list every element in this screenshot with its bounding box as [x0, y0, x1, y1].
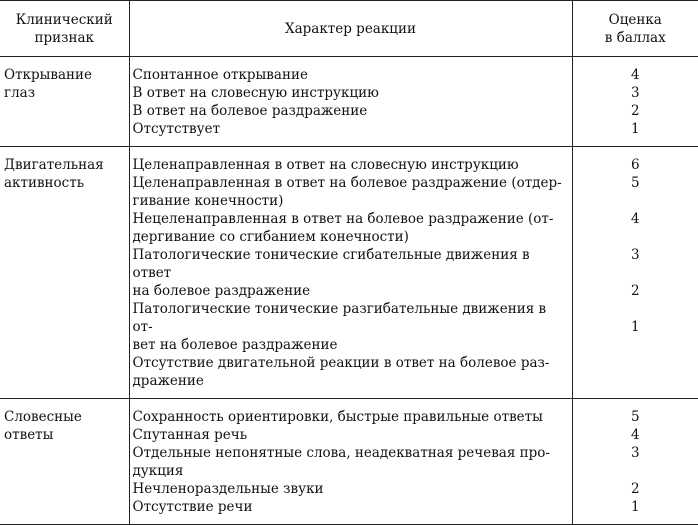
score-cell [572, 147, 698, 399]
reaction-cell [129, 399, 572, 525]
score-value: 2 [573, 282, 698, 318]
reaction-item: В ответ на словесную инструкцию [133, 84, 566, 102]
reaction-item: Нечленораздельные звуки [133, 480, 566, 498]
table-row [0, 399, 698, 525]
score-cell [572, 399, 698, 525]
reaction-item: Нецеленаправленная в ответ на болевое раздражение (от- дергивание со сгибанием конечности) [133, 210, 566, 246]
score-cell [572, 57, 698, 147]
reaction-item: Целенаправленная в ответ на словесную инструкцию [133, 156, 566, 174]
score-value: 1 [573, 120, 698, 138]
score-value: 3 [573, 84, 698, 102]
reaction-item: Отдельные непонятные слова, неадекватная речевая про- дукция [133, 444, 566, 480]
score-value: 5 [573, 174, 698, 210]
clinical-sign-cell: Двигательная активность [0, 147, 129, 399]
reaction-item: Патологические тонические сгибательные движения в ответ на болевое раздражение [133, 246, 566, 300]
reaction-item: Отсутствует [133, 120, 566, 138]
reaction-item: Сохранность ориентировки, быстрые правильные ответы [133, 408, 566, 426]
score-value: 3 [573, 444, 698, 480]
header-reaction-type: Характер реакции [129, 1, 572, 57]
reaction-item: Спутанная речь [133, 426, 566, 444]
score-value: 2 [573, 102, 698, 120]
reaction-item: Отсутствие двигательной реакции в ответ на болевое раз- дражение [133, 354, 566, 390]
score-value: 4 [573, 66, 698, 84]
reaction-item: Спонтанное открывание [133, 66, 566, 84]
score-value: 1 [573, 498, 698, 516]
score-value: 4 [573, 210, 698, 246]
table-row [0, 57, 698, 147]
reaction-item: Целенаправленная в ответ на болевое раздражение (отдер- гивание конечности) [133, 174, 566, 210]
score-value: 6 [573, 156, 698, 174]
score-value: 4 [573, 426, 698, 444]
table-header-row [0, 1, 698, 57]
reaction-item: Отсутствие речи [133, 498, 566, 516]
reaction-item: В ответ на болевое раздражение [133, 102, 566, 120]
score-value: 2 [573, 480, 698, 498]
header-clinical-sign: Клинический признак [0, 1, 129, 57]
clinical-sign-cell: Словесные ответы [0, 399, 129, 525]
score-value: 1 [573, 318, 698, 354]
score-value: 5 [573, 408, 698, 426]
reaction-item: Патологические тонические разгибательные движения в от- вет на болевое раздражение [133, 300, 566, 354]
score-value: 3 [573, 246, 698, 282]
clinical-sign-cell: Открывание глаз [0, 57, 129, 147]
header-score: Оценка в баллах [572, 1, 698, 57]
reaction-cell [129, 147, 572, 399]
reaction-cell [129, 57, 572, 147]
table-row [0, 147, 698, 399]
